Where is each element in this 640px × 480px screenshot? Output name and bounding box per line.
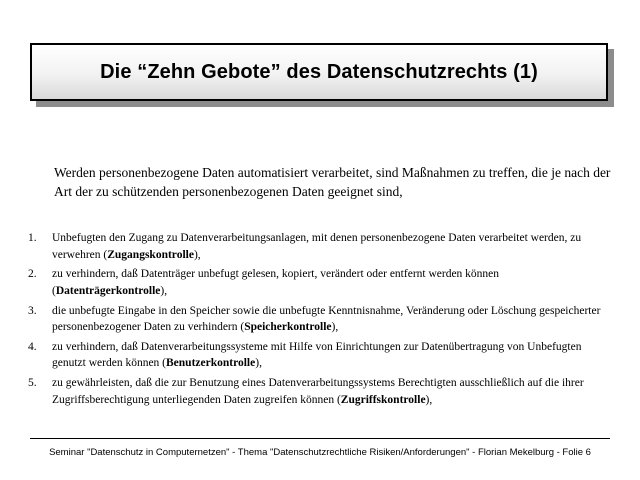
item-end: ), xyxy=(331,321,339,334)
item-bold-term: Speicherkontrolle xyxy=(244,321,332,334)
item-text: Unbefugten den Zugang zu Datenverarbeitungsanlagen, mit denen personenbezogene Daten verarbeitet werden, zu verwehren ( xyxy=(52,232,582,261)
item-text: zu verhindern, daß Datenverarbeitungssysteme mit Hilfe von Einrichtungen zur Datenübertragung von Unbefugten genutzt werden können ( xyxy=(52,340,582,370)
item-bold-term: Zugriffskontrolle xyxy=(340,393,426,406)
item-bold-term: Benutzerkontrolle xyxy=(166,357,256,370)
title-box xyxy=(30,43,608,101)
item-number: 3. xyxy=(28,304,37,317)
item-text: die unbefugte Eingabe in den Speicher sowie die unbefugte Kenntnisnahme, Veränderung oder Löschung gespeicherter personenbezogener Daten zu verhindern ( xyxy=(52,304,601,334)
measures-list xyxy=(28,230,608,411)
item-end: ), xyxy=(255,357,262,370)
intro-paragraph: Werden personenbezogene Daten automatisiert verarbeitet, sind Maßnahmen zu treffen, die je nach der Art der zu schützenden personenbezogenen Daten geeignet sind, xyxy=(54,165,611,199)
list-item xyxy=(28,375,608,408)
footer-text: Seminar "Datenschutz in Computernetzen" - Thema "Datenschutzrechtliche Risiken/Anforderungen" - Florian Mekelburg - Folie 6 xyxy=(49,447,591,458)
list-item xyxy=(28,303,608,336)
slide-title: Die “Zehn Gebote” des Datenschutzrechts (1) xyxy=(100,60,538,83)
footer-divider xyxy=(30,438,610,439)
item-number: 2. xyxy=(28,268,37,281)
item-end: ), xyxy=(160,284,168,297)
item-number: 1. xyxy=(28,232,37,244)
item-text: zu verhindern, daß Datenträger unbefugt gelesen, kopiert, verändert oder entfernt werden können ( xyxy=(52,268,500,297)
list-item xyxy=(28,230,608,263)
item-bold-term: Zugangskontrolle xyxy=(107,248,194,261)
item-number: 5. xyxy=(28,377,37,390)
item-text: zu gewährleisten, daß die zur Benutzung eines Datenverarbeitungssystems Berechtigten ausschließlich auf die ihrer Zugriffsberechtigung unterliegenden Daten zugreifen können ( xyxy=(52,377,584,406)
item-end: ), xyxy=(425,393,433,406)
item-number: 4. xyxy=(28,340,37,353)
list-item xyxy=(28,266,608,299)
item-end: ), xyxy=(193,248,201,261)
list-item xyxy=(28,339,608,372)
item-bold-term: Datenträgerkontrolle xyxy=(55,284,161,297)
